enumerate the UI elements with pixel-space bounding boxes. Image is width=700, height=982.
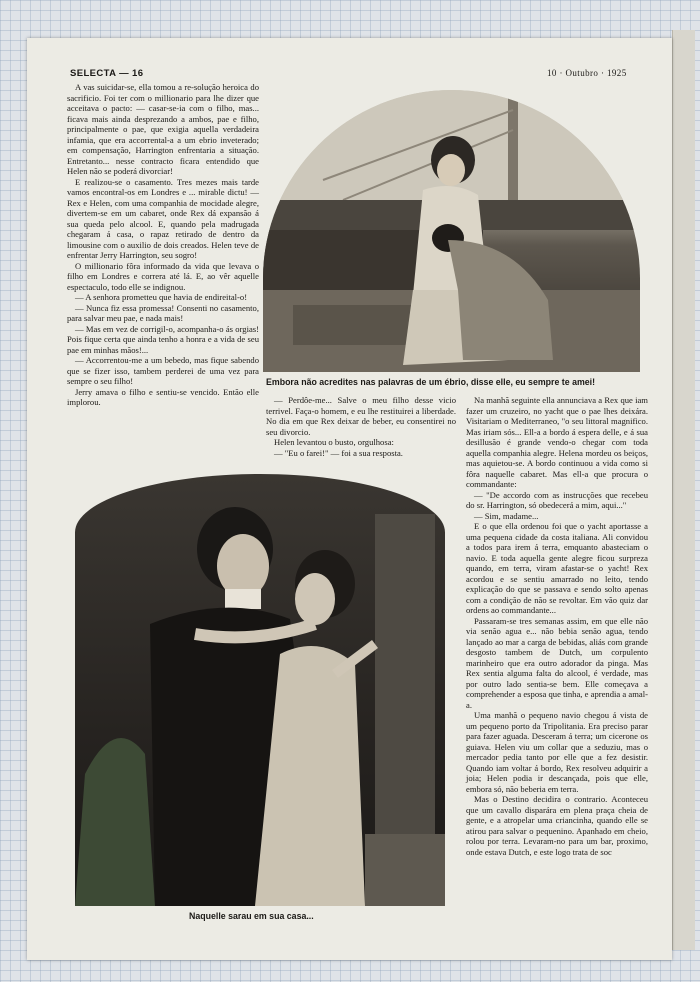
page-header-date: 10 · Outubro · 1925 — [547, 68, 627, 78]
paragraph: — Nunca fiz essa promessa! Consenti no casamento, para salvar meu pae, e nada mais! — [67, 302, 259, 323]
paragraph: Helen levantou o busto, orgulhosa: — [274, 437, 394, 447]
paragraph: Jerry amava o filho e sentiu-se vencido. Então elle implorou. — [67, 386, 259, 407]
paragraph: — Mas em vez de corrigil-o, acompanha-o ás orgias! Pois fique certa que ainda tenho a honra e a vida de seu pae em minhas mãos!... — [67, 323, 259, 355]
paragraph: Na manhã seguinte ella annunciava a Rex que iam fazer um cruzeiro, no yacht que o pae lhes deixára. Visitariam o Mediterraneo, "o seu littoral magnifico. Mas iriam sós... Ell-a a bordo á espera delle, e á sua desillusão é grande vendo-o chegar com toda aquella companhia alegre. Helena mordeu os beiços, mas aquietou-se. A bordo continuou a vida como si fôra naquelle cabaret. Mas ell-a que procura o commandante: — [466, 395, 648, 489]
paragraph: — Accorrentou-me a um bebedo, mas fique sabendo que se fizer isso, tambem perderei de uma vez para sempre o seu filho! — [67, 355, 259, 386]
photo-caption-1: Embora não acredites nas palavras de um ébrio, disse elle, eu sempre te amei! — [266, 377, 596, 387]
paragraph: O millionario fôra informado da vida que levava o filho em Londres e correra até lá. E, ao vêr aquelle espectaculo, todo elle se indignou. — [67, 260, 259, 292]
paragraph: — "De accordo com as instrucções que recebeu do sr. Harrington, só obedecerá a mim, aqui..." — [466, 489, 648, 510]
paragraph: E realizou-se o casamento. Tres mezes mais tarde vamos encontral-os em Londres e ... mirable dictu! — Rex e Helen, com uma companhia de mocidade alegre, divertem-se em um cabaret, onde Rex dá expansão á sua queda pelo alcool. E, quando pela madrugada chegaram á casa, o rapaz retirado de dentro da limousine com o auxilio de dois creados. Helen teve de enfrentar Jerry Harrington, seu sogro! — [67, 176, 259, 260]
paragraph: A vas suicidar-se, ella tomou a re-solução heroica do sacrificio. Foi ter com o millionario para lhe dizer que acceitava o pacto: — casar-se-ia com o filho, mas... ficava mais ainda desprezando a ambos, pae e filho, principalmente o pae, que exigia aquella verdadeira infamia, que era accorrental-a a um ebrio inveterado; em compensação, Harrington enfrentaria a situação. Entretanto... nesse contracto ficara entendido que Helen não se poderá divorciar! — [67, 82, 259, 176]
paragraph: E o que ella ordenou foi que o yacht aportasse a uma pequena cidade da costa italiana. Ali convidou a todos para irem á terra, emquanto abasteciam o navio. E toda aquella gente alegre ficou surpreza quando, em terra, viram afastar-se o yacht! Rex acordou e se sentiu amarrado no leito, tendo explicação do que se passava e sendo solto apenas com a condição de não se revoltar. Em vão quiz dar ordens ao commandante... — [466, 521, 648, 615]
column-3 — [466, 395, 648, 857]
paragraph: — Perdôe-me... Salve o meu filho desse vicio terrivel. Faça-o homem, e eu lhe restituirei a liberdade. No dia em que Rex deixar de beber, eu consentirei no seu divorcio. — [266, 395, 456, 437]
paragraph: — Sim, madame... — [474, 510, 539, 521]
paragraph: — "Eu o farei!" — foi a sua resposta. — [274, 447, 403, 458]
photo-caption-2: Naquelle sarau em sua casa... — [189, 911, 314, 921]
paragraph: Passaram-se tres semanas assim, em que elle não via senão agua e... não bebia senão agua, tendo lançado ao mar a carga de bebidas, aliás com grande desgosto tambem de Dutch, um corpulento marinheiro que era outro adorador da pinga. Mas Rex sentia alguma falta do alcool, é verdade, mas por outro lado sentia-se bem. Elle começava a comprehender a esposa que tinha, e aprendia a amal-a. — [466, 615, 648, 710]
page-header-left: SELECTA — 16 — [70, 68, 144, 79]
column-2 — [266, 395, 456, 458]
column-1 — [67, 82, 259, 408]
paragraph: — A senhora prometteu que havia de endireital-o! — [75, 292, 248, 302]
paragraph: Uma manhã o pequeno navio chegou á vista de um pequeno porto da Tripolitania. Era preciso parar para fazer aguada. Desceram á terra; um cicerone os guiava. Helen viu um collar que a seduziu, mas o mercador pedia tanto por elle que a fez desistir. Quando iam voltar á bordo, Rex resolveu adquirir a joia; Helen podia ir descançada, pois que elle, embora só, não beberia em terra. — [466, 710, 648, 794]
next-page-edge — [672, 30, 695, 950]
paragraph: Mas o Destino decidira o contrario. Aconteceu que um cavallo disparára em plena praça cheia de gente, e a atropelar uma criancinha, quando elle se atirou para salvar o pequenino. Apanhado em cheio, rolou por terra. Levaram-no para um bar, proximo, onde estava Dutch, e este logo trata de soc — [466, 794, 648, 857]
film-still-couple-photo — [75, 474, 445, 906]
